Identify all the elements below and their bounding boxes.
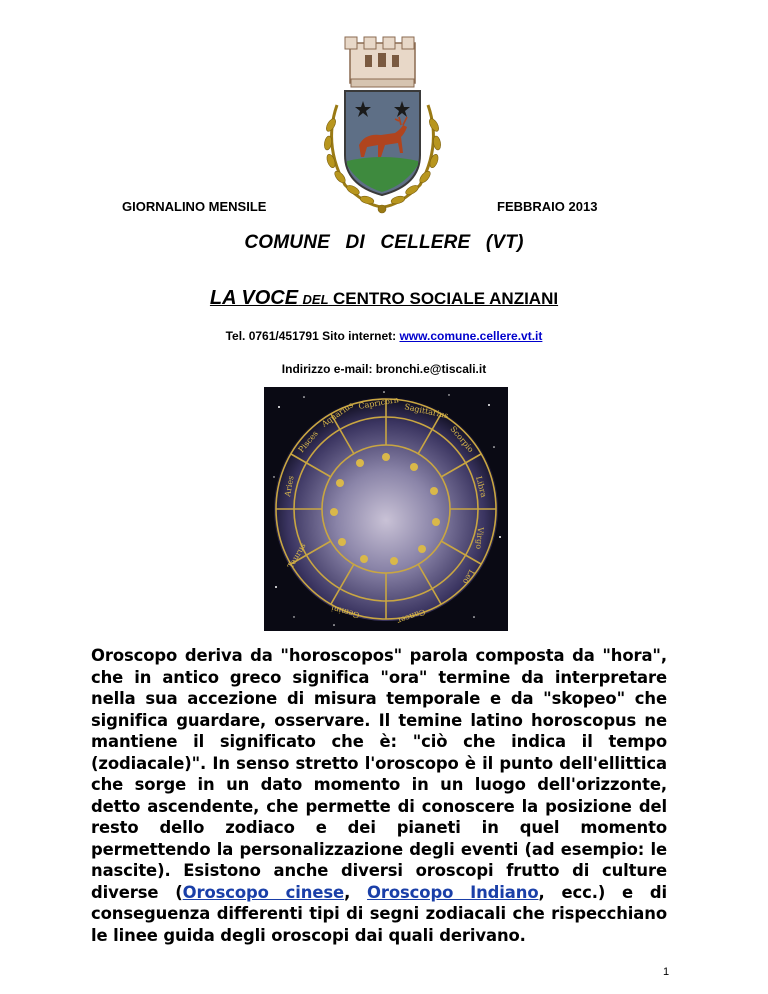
title-la-voce: LA VOCE [209, 287, 299, 309]
svg-text:Libra: Libra [474, 475, 489, 499]
municipality-title: COMUNE DI CELLERE (VT) [244, 232, 524, 253]
svg-text:Virgo: Virgo [474, 526, 485, 550]
svg-text:Aries: Aries [283, 475, 296, 498]
email-line: Indirizzo e-mail: bronchi.e@tiscali.it [281, 362, 487, 376]
svg-text:Pisces: Pisces [296, 429, 320, 455]
title-centro: CENTRO SOCIALE ANZIANI [332, 289, 559, 308]
svg-text:Cancer: Cancer [395, 607, 427, 626]
svg-text:Scorpio: Scorpio [448, 424, 476, 455]
shield-icon [345, 91, 420, 195]
oroscopo-indiano-link[interactable]: Oroscopo Indiano [367, 882, 539, 902]
newsletter-title [0, 287, 768, 310]
horoscope-article [91, 645, 667, 946]
issue-date: FEBBRAIO 2013 [497, 199, 598, 214]
svg-text:Leo: Leo [460, 568, 477, 586]
website-link[interactable]: www.comune.cellere.vt.it [399, 329, 543, 343]
phone-and-site-label: Tel. 0761/451791 Sito internet: [225, 329, 400, 343]
svg-text:Sagittarius: Sagittarius [403, 402, 450, 421]
svg-text:Gemini: Gemini [330, 603, 361, 620]
article-separator: , [344, 882, 368, 902]
coat-of-arms-logo [315, 35, 450, 215]
zodiac-wheel-image [264, 387, 508, 631]
newsletter-type: GIORNALINO MENSILE [122, 199, 267, 214]
oroscopo-cinese-link[interactable]: Oroscopo cinese [182, 882, 345, 902]
contact-line [0, 329, 768, 343]
svg-text:Taurus: Taurus [285, 541, 308, 570]
article-text-1: Oroscopo deriva da "horoscopos" parola composta da "hora", che in antico greco significa "ora" termine da interpretare nella sua accezione di misura temporale e da "skopeo" che significa guardare, osservare. Il temine latino horoscopus ne mantiene il significato che è: "ciò che indica il tempo (zodiacale)". In senso stretto l'oroscopo è il punto dell'ellittica che sorge in un dato momento in un luogo dell'orizzonte, detto ascendente, che permette di conoscere la posizione del resto dello zodiaco e dei pianeti in quel momento permettendo la personalizzazione degli eventi (ad esempio: le nascite). Esistono anche diversi oroscopi frutto di culture diverse ( [91, 646, 667, 902]
title-del: DEL [302, 292, 329, 307]
article-text-2: , ecc.) e di conseguenza differenti tipi di segni zodiacali che rispecchiano le linee guida degli oroscopi dai quali derivano. [91, 882, 668, 945]
svg-text:Capricorn: Capricorn [357, 395, 400, 411]
crown-icon [345, 37, 415, 87]
page-number: 1 [663, 966, 670, 978]
svg-text:Aquarius: Aquarius [319, 400, 356, 429]
